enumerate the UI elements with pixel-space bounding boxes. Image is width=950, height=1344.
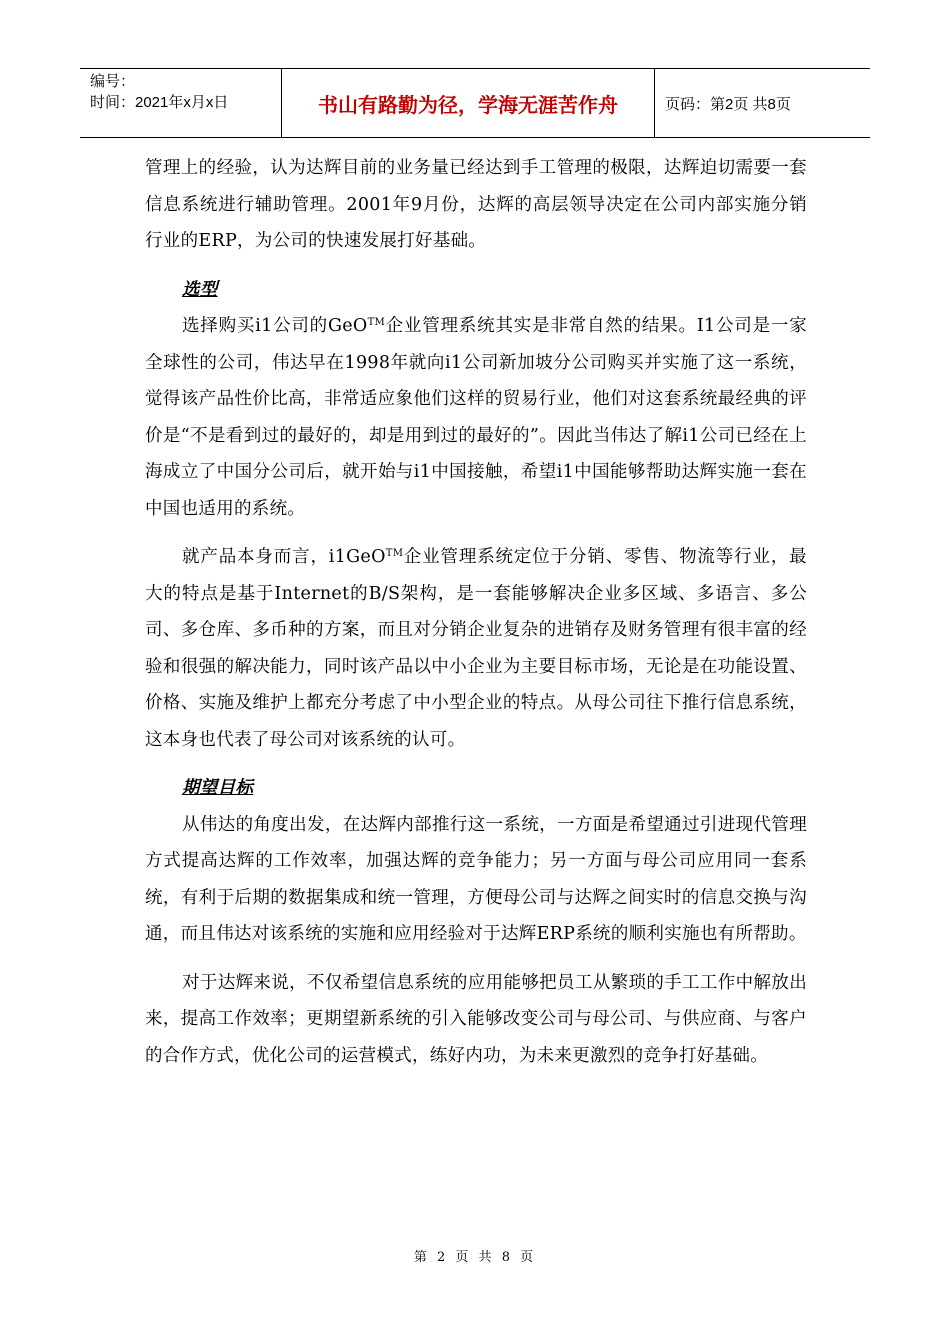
paragraph-continued: 管理上的经验，认为达辉目前的业务量已经达到手工管理的极限，达辉迫切需要一套信息系统进行辅助管理。2001年9月份，达辉的高层领导决定在公司内部实施分销行业的ERP，为公司的快速发展打好基础。 — [145, 158, 807, 251]
paragraph-goals-dahui: 对于达辉来说，不仅希望信息系统的应用能够把员工从繁琐的手工工作中解放出来，提高工作效率；更期望新系统的引入能够改变公司与母公司、与供应商、与客户的合作方式，优化公司的运营模式，练好内功，为未来更激烈的竞争打好基础。 — [145, 972, 807, 1066]
paragraph-product-part2: 企业管理系统定位于分销、零售、物流等行业，最大的特点是基于Internet的B/S架构，是一套能够解决企业多区域、多语言、多公司、多仓库、多币种的方案，而且对分销企业复杂的进销存及财务管理有很丰富的经验和很强的解决能力，同时该产品以中小企业为主要目标市场，无论是在功能设置、价格、实施及维护上都充分考虑了中小型企业的特点。从母公司往下推行信息系统，这本身也代表了母公司对该系统的认可。 — [145, 547, 807, 750]
number-label: 编号： — [90, 73, 136, 90]
document-body — [145, 150, 807, 1074]
page-footer: 第 2 页 共 8 页 — [413, 1250, 537, 1265]
header-page-info: 页码：第2页 共8页 — [665, 95, 791, 113]
paragraph-product-part1: 就产品本身而言，i1GeO — [182, 547, 386, 567]
heading-selection: 选型 — [182, 279, 218, 300]
trademark-mark-2: TM — [385, 548, 404, 559]
paragraph-goals-weida: 从伟达的角度出发，在达辉内部推行这一系统，一方面是希望通过引进现代管理方式提高达辉的工作效率，加强达辉的竞争能力；另一方面与母公司应用同一套系统，有利于后期的数据集成和统一管理，方便母公司与达辉之间实时的信息交换与沟通，而且伟达对该系统的实施和应用经验对于达辉ERP系统的顺利实施也有所帮助。 — [145, 814, 807, 944]
paragraph-product — [145, 539, 807, 758]
paragraph-selection — [145, 308, 807, 527]
header-motto: 书山有路勤为径，学海无涯苦作舟 — [282, 69, 655, 137]
time-label: 时间：2021年x月x日 — [90, 94, 229, 111]
header-meta — [80, 69, 282, 137]
page-header — [80, 68, 870, 138]
trademark-mark: TM — [367, 317, 386, 328]
paragraph-selection-part2: 企业管理系统其实是非常自然的结果。I1公司是一家全球性的公司，伟达早在1998年就向i1公司新加坡分公司购买并实施了这一系统，觉得该产品性价比高，非常适应象他们这样的贸易行业，他们对这套系统最经典的评价是“不是看到过的最好的，却是用到过的最好的”。因此当伟达了解i1公司已经在上海成立了中国分公司后，就开始与i1中国接触，希望i1中国能够帮助达辉实施一套在中国也适用的系统。 — [145, 316, 808, 519]
heading-goals: 期望目标 — [182, 778, 254, 798]
paragraph-selection-part1: 选择购买i1公司的GeO — [182, 316, 368, 336]
